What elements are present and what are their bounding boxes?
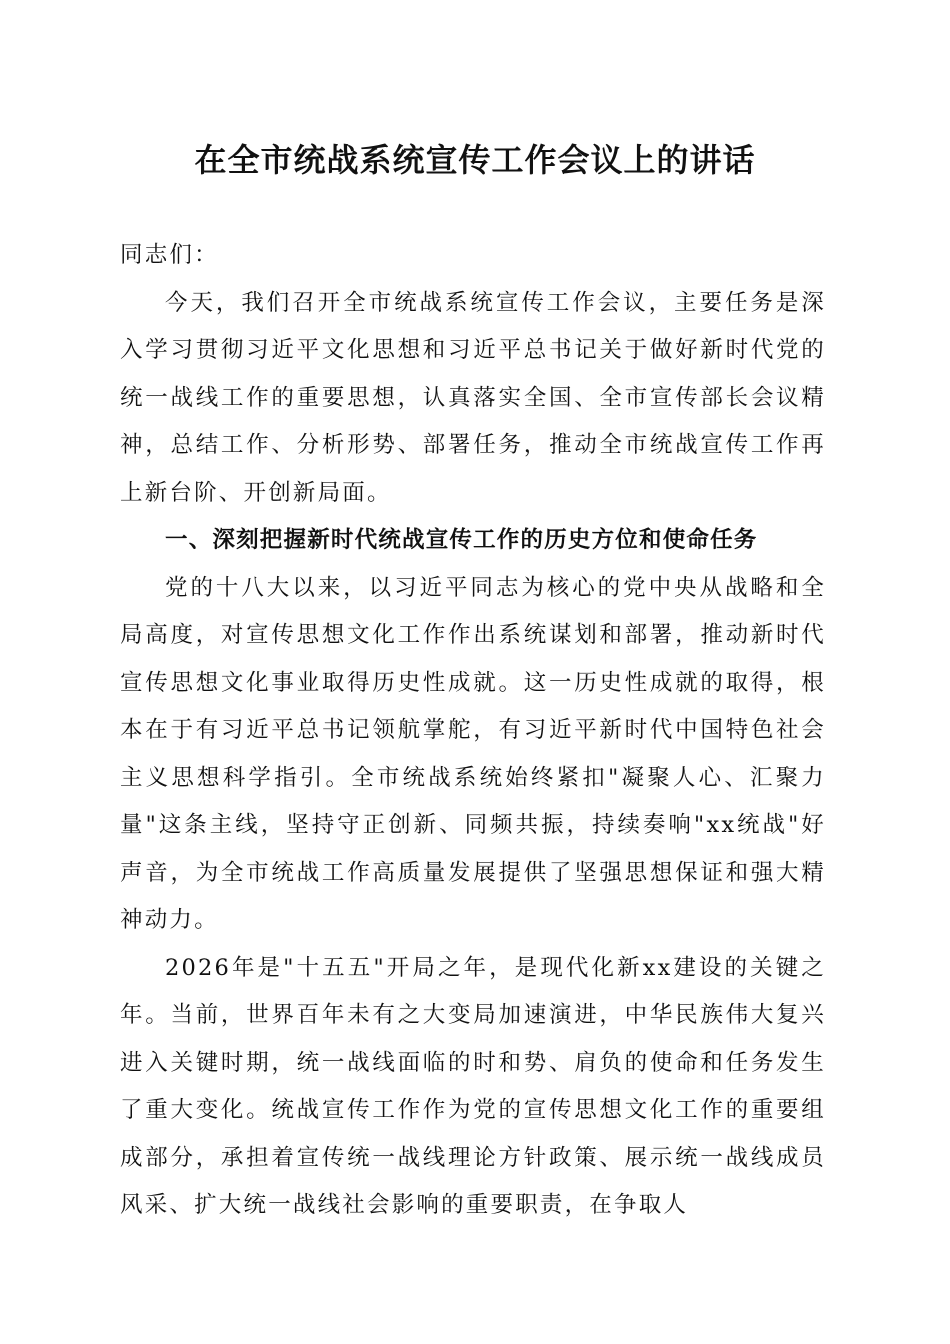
section-heading-1: 一、深刻把握新时代统战宣传工作的历史方位和使命任务 [165, 527, 758, 553]
paragraph-achievements: 党的十八大以来，以习近平同志为核心的党中央从战略和全局高度，对宣传思想文化工作作出系统谋划和部署，推动新时代宣传思想文化事业取得历史性成就。这一历史性成就的取得，根本在于有习近平总书记领航掌舵，有习近平新时代中国特色社会主义思想科学指引。全市统战系统始终紧扣"凝聚人心、汇聚力量"这条主线，坚持守正创新、同频共振，持续奏响"xx统战"好声音，为全市统战工作高质量发展提供了坚强思想保证和强大精神动力。 [120, 574, 826, 933]
salutation: 同志们： [120, 242, 219, 268]
document-title: 在全市统战系统宣传工作会议上的讲话 [194, 141, 756, 179]
paragraph-intro: 今天，我们召开全市统战系统宣传工作会议，主要任务是深入学习贯彻习近平文化思想和习近平总书记关于做好新时代党的统一战线工作的重要思想，认真落实全国、全市宣传部长会议精神，总结工作、分析形势、部署任务，推动全市统战宣传工作再上新台阶、开创新局面。 [120, 289, 826, 506]
document-body [120, 232, 826, 1230]
paragraph-situation: 2026年是"十五五"开局之年，是现代化新xx建设的关键之年。当前，世界百年未有之大变局加速演进，中华民族伟大复兴进入关键时期，统一战线面临的时和势、肩负的使命和任务发生了重大变化。统战宣传工作作为党的宣传思想文化工作的重要组成部分，承担着宣传统一战线理论方针政策、展示统一战线成员风采、扩大统一战线社会影响的重要职责，在争取人 [120, 954, 826, 1218]
